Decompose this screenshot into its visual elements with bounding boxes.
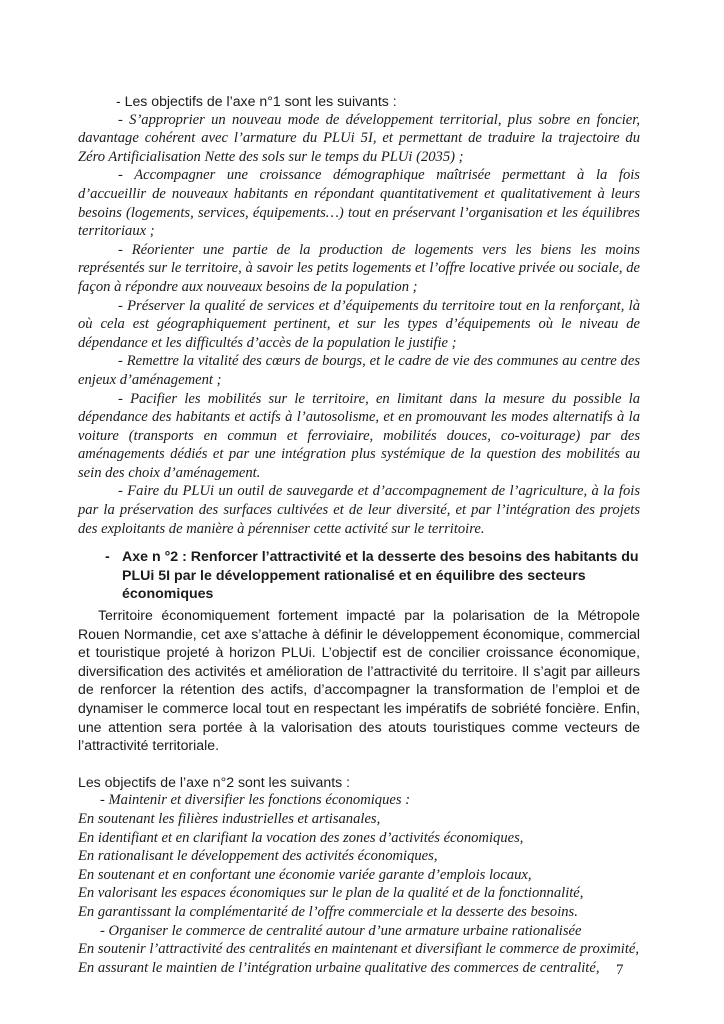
axis1-objective-3: - Réorienter une partie de la production de logements vers les biens les moins représentés sur le territoire, à savoir les petits logements et l’offre locative privée ou sociale, de façon à répondre aux nouveaux besoins de la population ;: [78, 241, 640, 295]
axis1-objective-4: - Préserver la qualité de services et d’équipements du territoire tout en la renforçant, là où cela est géographiquement pertinent, et sur les types d’équipements où le niveau de dépendance et les difficultés d’accès de la population le justifie ;: [78, 297, 640, 351]
axis1-objectives-intro: - Les objectifs de l’axe n°1 sont les suivants :: [116, 93, 397, 109]
axis1-objective-1: - S’approprier un nouveau mode de développement territorial, plus sobre en foncier, davantage cohérent avec l’armature du PLUi 5I, et permettant de traduire la trajectoire du Zéro Artificialisation Nette des sols sur le temps du PLUi (2035) ;: [78, 111, 640, 165]
axis2-group1-item-2: En identifiant et en clarifiant la vocation des zones d’activités économiques,: [78, 829, 524, 846]
axis2-title: [78, 548, 640, 604]
axis1-objective-7: - Faire du PLUi un outil de sauvegarde et d’accompagnement de l’agriculture, à la fois par la préservation des surfaces cultivées et de leur diversité, et par l’intégration des projets des exploitants de manière à pérenniser cette activité sur le territoire.: [78, 483, 640, 537]
axis2-objectives-list: [78, 791, 640, 977]
page-content: [78, 92, 640, 977]
axis2-group2-heading: - Organiser le commerce de centralité autour d’une armature urbaine rationalisée: [100, 922, 582, 939]
axis1-objective-6: - Pacifier les mobilités sur le territoire, en limitant dans la mesure du possible la dépendance des habitants et actifs à l’autosolisme, et en promouvant les modes alternatifs à la voiture (transports en commun et ferroviaire, mobilités douces, co-voiturage) par des aménagements dédiés et par une intégration plus systémique de la question des mobilités au sein des choix d’aménagement.: [78, 390, 640, 481]
axis2-group2-item-2: En assurant le maintien de l’intégration urbaine qualitative des commerces de centralité,: [78, 959, 600, 976]
axis2-title-dash: -: [105, 549, 110, 566]
axis2-group1-item-3: En rationalisant le développement des activités économiques,: [78, 848, 438, 865]
axis2-objectives-heading: Les objectifs de l’axe n°2 sont les suivants :: [78, 773, 350, 790]
axis2-group2-item-1: En soutenir l’attractivité des centralités en maintenant et diversifiant le commerce de proximité,: [78, 941, 640, 958]
axis2-description: Territoire économiquement fortement impacté par la polarisation de la Métropole Rouen Normandie, cet axe s’attache à définir le développement économique, commercial et touristique projeté à horizon PLUi. L’objectif est de concilier croissance économique, diversification des activités et amélioration de l’attractivité du territoire. Il s’agit par ailleurs de renforcer la rétention des actifs, d’accompagner la transformation de l’emploi et de dynamiser le commerce local tout en respectant les impératifs de sobriété foncière. Enfin, une attention sera portée à la valorisation des atouts touristiques comme vecteurs de l’attractivité territoriale.: [78, 607, 640, 754]
axis2-group1-item-1: En soutenant les filières industrielles et artisanales,: [78, 810, 381, 827]
axis1-objective-5: - Remettre la vitalité des cœurs de bourgs, et le cadre de vie des communes au centre des enjeux d’aménagement ;: [78, 353, 640, 388]
axis2-group1-item-5: En valorisant les espaces économiques sur le plan de la qualité et de la fonctionnalité,: [78, 885, 584, 902]
axis1-objective-2: - Accompagner une croissance démographique maîtrisée permettant à la fois d’accueillir de nouveaux habitants en répondant quantitativement et qualitativement à leurs besoins (logements, services, équipements…) tout en préservant l’organisation et les équilibres territoriaux ;: [78, 167, 640, 240]
axis1-objectives-list: [78, 111, 640, 539]
axis2-title-text: Axe n °2 : Renforcer l’attractivité et la desserte des besoins des habitants du PLUi 5I par le développement rationalisé et en équilibre des secteurs économiques: [122, 549, 639, 603]
axis2-group1-heading: - Maintenir et diversifier les fonctions économiques :: [100, 792, 411, 809]
page-number: 7: [616, 962, 624, 978]
axis2-group1-item-6: En garantissant la complémentarité de l’offre commerciale et la desserte des besoins.: [78, 903, 578, 920]
axis2-group1-item-4: En soutenant et en confortant une économie variée garante d’emplois locaux,: [78, 866, 532, 883]
